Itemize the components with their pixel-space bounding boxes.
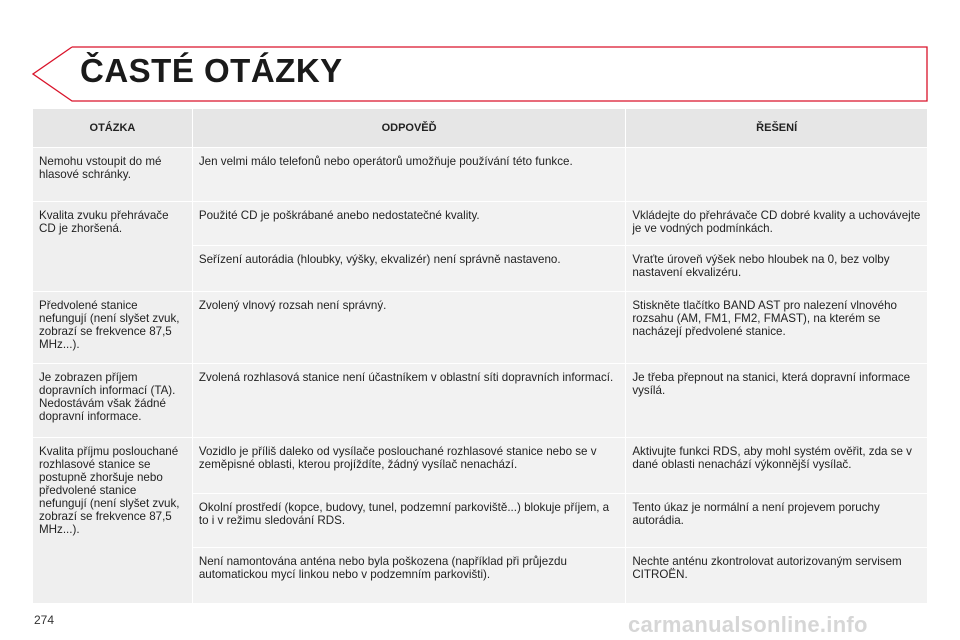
question-cell: Předvolené stanice nefungují (není slyšet zvuk, zobrazí se frekvence 87,5 MHz...).: [33, 292, 193, 364]
table-row: [33, 148, 928, 202]
header-solution: ŘEŠENÍ: [626, 109, 928, 148]
solution-cell: Aktivujte funkci RDS, aby mohl systém ověřit, zda se v dané oblasti nenachází výkonnější vysílač.: [626, 438, 928, 494]
page-number: 274: [34, 613, 55, 627]
table-row: [33, 364, 928, 438]
solution-cell: Stiskněte tlačítko BAND AST pro nalezení vlnového rozsahu (AM, FM1, FM2, FMAST), na kterém se nacházejí předvolené stanice.: [626, 292, 928, 364]
solution-cell: Nechte anténu zkontrolovat autorizovaným servisem CITROËN.: [626, 548, 928, 604]
solution-cell: Vraťte úroveň výšek nebo hloubek na 0, bez volby nastavení ekvalizéru.: [626, 246, 928, 292]
table-row: [33, 292, 928, 364]
solution-cell: [626, 148, 928, 202]
answer-cell: Není namontována anténa nebo byla poškozena (například při průjezdu automatickou mycí linkou nebo v podzemním parkovišti).: [192, 548, 625, 604]
table-row: [33, 202, 928, 246]
answer-cell: Jen velmi málo telefonů nebo operátorů umožňuje používání této funkce.: [192, 148, 625, 202]
question-cell: Kvalita zvuku přehrávače CD je zhoršená.: [33, 202, 193, 292]
answer-cell: Zvolený vlnový rozsah není správný.: [192, 292, 625, 364]
answer-cell: Použité CD je poškrábané anebo nedostatečné kvality.: [192, 202, 625, 246]
page-title: ČASTÉ OTÁZKY: [80, 52, 343, 89]
question-cell: Nemohu vstoupit do mé hlasové schránky.: [33, 148, 193, 202]
question-cell: Kvalita příjmu poslouchané rozhlasové stanice se postupně zhoršuje nebo předvolené stanice nefungují (není slyšet zvuk, zobrazí se frekvence 87,5 MHz...).: [33, 438, 193, 604]
answer-cell: Zvolená rozhlasová stanice není účastníkem v oblastní síti dopravních informací.: [192, 364, 625, 438]
solution-cell: Je třeba přepnout na stanici, která dopravní informace vysílá.: [626, 364, 928, 438]
table-header-row: [33, 109, 928, 148]
answer-cell: Vozidlo je příliš daleko od vysílače poslouchané rozhlasové stanice nebo se v zeměpisné oblasti, kterou projíždíte, žádný vysílač nenachází.: [192, 438, 625, 494]
answer-cell: Seřízení autorádia (hloubky, výšky, ekvalizér) není správně nastaveno.: [192, 246, 625, 292]
answer-cell: Okolní prostředí (kopce, budovy, tunel, podzemní parkoviště...) blokuje příjem, a to i v režimu sledování RDS.: [192, 494, 625, 548]
question-cell: Je zobrazen příjem dopravních informací (TA). Nedostávám však žádné dopravní informace.: [33, 364, 193, 438]
solution-cell: Tento úkaz je normální a není projevem poruchy autorádia.: [626, 494, 928, 548]
header-answer: ODPOVĚĎ: [192, 109, 625, 148]
header-question: OTÁZKA: [33, 109, 193, 148]
solution-cell: Vkládejte do přehrávače CD dobré kvality a uchovávejte je ve vodných podmínkách.: [626, 202, 928, 246]
table-row: [33, 438, 928, 494]
watermark: carmanualsonline.info: [628, 612, 868, 637]
faq-table: [32, 108, 928, 604]
